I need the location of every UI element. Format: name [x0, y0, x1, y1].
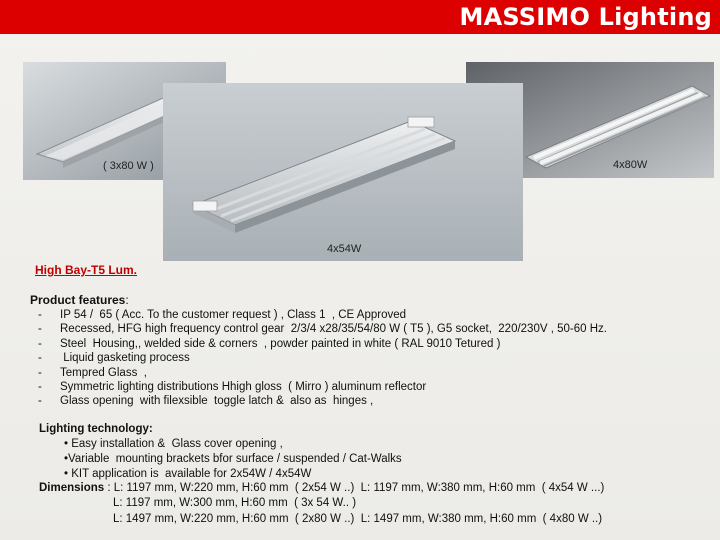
list-item: •Variable mounting brackets bfor surface / suspended / Cat-Walks	[64, 453, 402, 466]
list-item: - Recessed, HFG high frequency control gear 2/3/4 x28/35/54/80 W ( T5 ), G5 socket, 220/230V , 50-60 Hz.	[38, 323, 607, 336]
dimensions-row: L: 1197 mm, W:300 mm, H:60 mm ( 3x 54 W.. )	[113, 497, 357, 510]
list-item: - Tempred Glass ,	[38, 366, 147, 379]
photo-caption-3x80w: ( 3x80 W )	[103, 160, 154, 172]
photo-caption-4x54w: 4x54W	[327, 243, 362, 255]
list-item: - Steel Housing,, welded side & corners , powder painted in white ( RAL 9010 Tetured )	[38, 337, 501, 350]
features-heading	[30, 293, 129, 307]
list-item: • Easy installation & Glass cover opening ,	[64, 438, 283, 450]
technology-heading: Lighting technology:	[39, 423, 153, 435]
features-heading-text: Product features	[30, 293, 126, 307]
photo-caption-4x80w: 4x80W	[613, 159, 648, 171]
product-photo-4x54w	[163, 83, 523, 261]
features-list	[38, 308, 607, 409]
list-item: - Liquid gasketing process	[38, 352, 190, 365]
technology-list	[64, 437, 402, 483]
list-item: - Symmetric lighting distributions Hhigh gloss ( Mirro ) aluminum reflector	[38, 381, 427, 394]
list-item: • KIT application is available for 2x54W / 4x54W	[64, 468, 312, 481]
features-heading-colon: :	[125, 293, 129, 307]
luminaire-image	[163, 83, 523, 261]
header-bar	[0, 0, 720, 34]
dimensions-label: Dimensions	[39, 482, 105, 494]
section-title: High Bay-T5 Lum.	[35, 263, 138, 277]
brand-title: MASSIMO Lighting	[459, 3, 712, 31]
dimensions-row: L: 1497 mm, W:220 mm, H:60 mm ( 2x80 W ..) L: 1497 mm, W:380 mm, H:60 mm ( 4x80 W ..)	[113, 512, 603, 525]
dimensions-row: Dimensions : L: 1197 mm, W:220 mm, H:60 mm ( 2x54 W ..) L: 1197 mm, W:380 mm, H:60 mm ( 4x54 W ...)	[39, 482, 605, 494]
dimensions-block	[39, 481, 604, 527]
list-item: - Glass opening with filexsible toggle latch & also as hinges ,	[38, 395, 374, 408]
list-item: - IP 54 / 65 ( Acc. To the customer request ) , Class 1 , CE Approved	[38, 309, 407, 321]
